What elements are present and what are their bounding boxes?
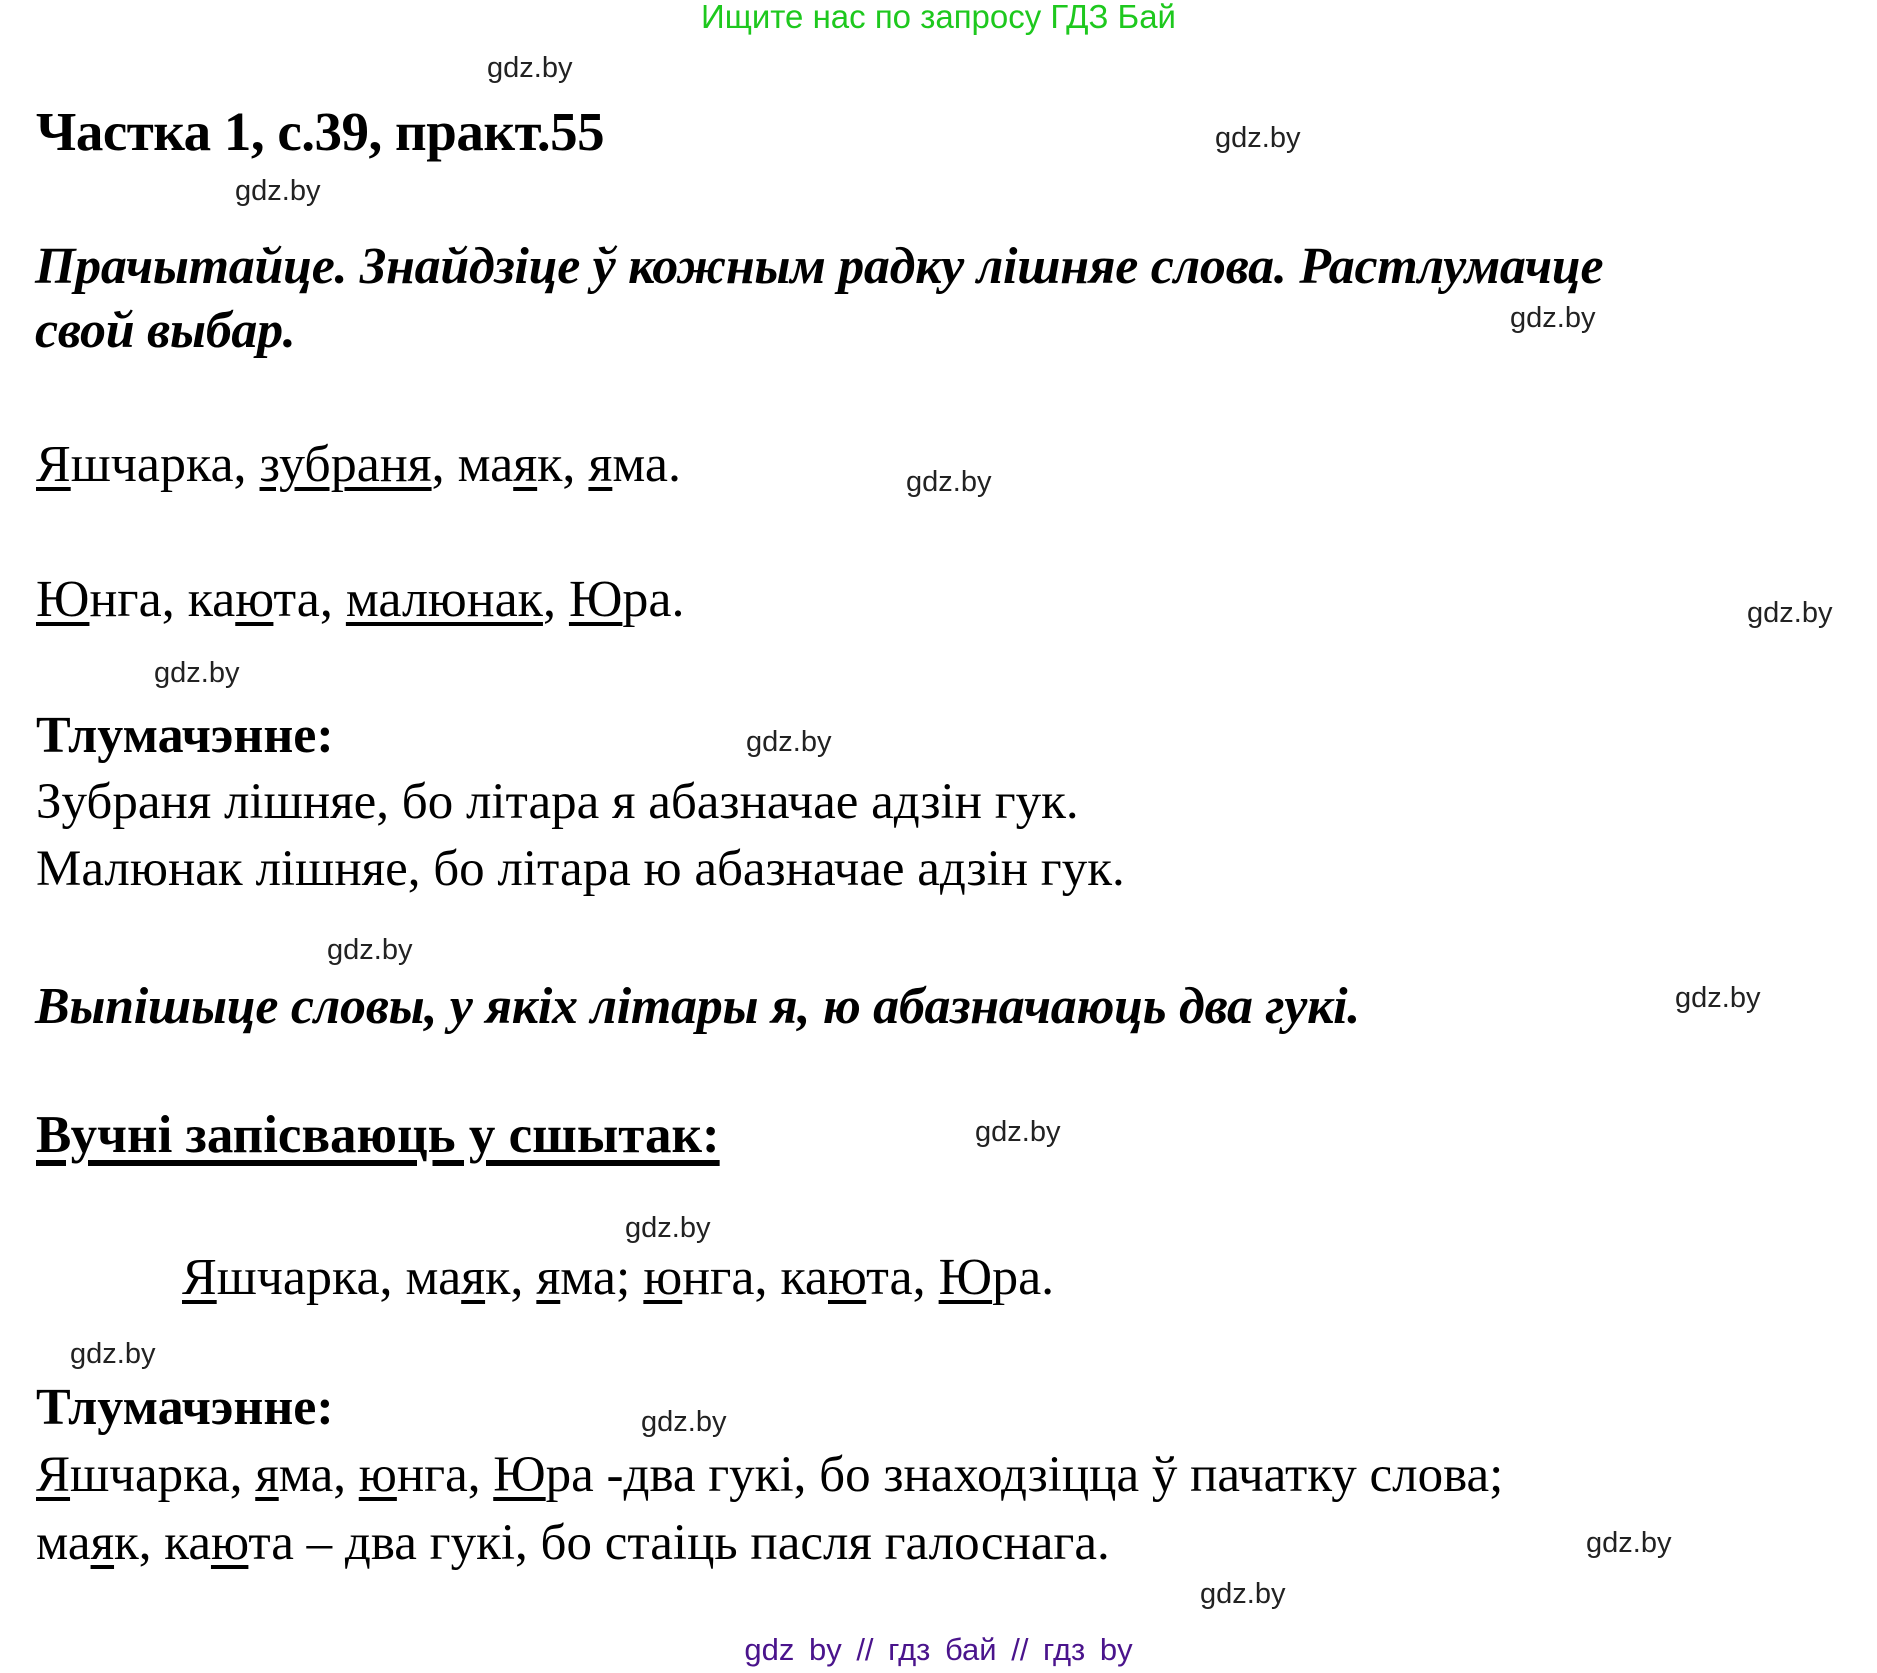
watermark: gdz.by bbox=[1675, 982, 1761, 1014]
explanation-2-line-2 bbox=[36, 1514, 1110, 1572]
text-segment: ма bbox=[36, 1515, 91, 1571]
underlined-letter: Ю bbox=[568, 571, 623, 628]
watermark: gdz.by bbox=[975, 1116, 1061, 1148]
explanation-2-line-1 bbox=[36, 1446, 1503, 1504]
watermark: gdz.by bbox=[1215, 122, 1301, 154]
underlined-letter: Ю bbox=[493, 1447, 546, 1503]
word-row-1 bbox=[36, 435, 681, 494]
text-segment: нга, ка bbox=[89, 571, 236, 628]
text-segment: та – два гукі, бо стаіць пасля галоснага. bbox=[248, 1515, 1110, 1571]
word-row-2 bbox=[36, 570, 684, 629]
watermark: gdz.by bbox=[1586, 1527, 1672, 1559]
notebook-answer bbox=[182, 1248, 1054, 1307]
underlined-letter: Я bbox=[36, 1447, 71, 1503]
underlined-letter: ю bbox=[235, 571, 274, 628]
underlined-letter: Ю bbox=[938, 1249, 993, 1306]
underlined-letter: ю bbox=[643, 1249, 683, 1306]
text-segment: ра -два гукі, бо знаходзіцца ў пачатку слова; bbox=[545, 1447, 1504, 1503]
underlined-letter: Я bbox=[182, 1249, 217, 1306]
text-segment: нга, bbox=[396, 1447, 494, 1503]
watermark: gdz.by bbox=[906, 466, 992, 498]
text-segment: ма, bbox=[278, 1447, 359, 1503]
task1-instruction-line2: свой выбар. bbox=[35, 302, 296, 359]
watermark: gdz.by bbox=[746, 726, 832, 758]
watermark: gdz.by bbox=[641, 1406, 727, 1438]
underlined-letter: зубраня bbox=[259, 436, 432, 493]
watermark: gdz.by bbox=[1510, 302, 1596, 334]
text-segment: ра. bbox=[622, 571, 685, 628]
text-segment: ма; bbox=[560, 1249, 644, 1306]
footer-links: gdz by // гдз бай // гдз by bbox=[744, 1632, 1133, 1667]
text-segment: , bbox=[542, 571, 569, 628]
underlined-letter: Ю bbox=[36, 571, 90, 628]
watermark: gdz.by bbox=[70, 1338, 156, 1370]
underlined-letter: ю bbox=[210, 1515, 249, 1571]
explanation-1-line-2: Малюнак лішняе, бо літара ю абазначае адзін гук. bbox=[36, 841, 1125, 897]
underlined-letter: я bbox=[536, 1249, 561, 1306]
text-segment: ра. bbox=[992, 1249, 1055, 1306]
underlined-letter: я bbox=[588, 436, 613, 493]
text-segment: шчарка, bbox=[70, 436, 260, 493]
text-segment: та, bbox=[866, 1249, 939, 1306]
task1-instruction-line1: Прачытайце. Знайдзіце ў кожным радку лішняе слова. Растлумачце bbox=[35, 238, 1604, 295]
watermark: gdz.by bbox=[625, 1212, 711, 1244]
text-segment: , ма bbox=[431, 436, 514, 493]
text-segment: к, ка bbox=[114, 1515, 211, 1571]
underlined-letter: Я bbox=[36, 436, 71, 493]
underlined-letter: малюнак bbox=[345, 571, 543, 628]
text-segment: шчарка, ма bbox=[216, 1249, 462, 1306]
watermark: gdz.by bbox=[327, 934, 413, 966]
notebook-heading: Вучні запісваюць у сшытак: bbox=[36, 1106, 720, 1164]
explanation-label-1: Тлумачэнне: bbox=[36, 707, 334, 764]
text-segment: к, bbox=[537, 436, 589, 493]
page-title: Частка 1, с.39, практ.55 bbox=[36, 101, 605, 162]
underlined-letter: ю bbox=[828, 1249, 867, 1306]
underlined-letter: ю bbox=[358, 1447, 397, 1503]
underlined-letter: я bbox=[513, 436, 538, 493]
watermark: gdz.by bbox=[487, 52, 573, 84]
underlined-letter: я bbox=[255, 1447, 279, 1503]
watermark: gdz.by bbox=[1200, 1578, 1286, 1610]
underlined-letter: я bbox=[461, 1249, 486, 1306]
task1-instruction bbox=[35, 235, 1603, 363]
watermark: gdz.by bbox=[1747, 597, 1833, 629]
text-segment: та, bbox=[273, 571, 346, 628]
explanation-label-2: Тлумачэнне: bbox=[36, 1379, 334, 1436]
text-segment: шчарка, bbox=[70, 1447, 256, 1503]
text-segment: ма. bbox=[612, 436, 681, 493]
explanation-1-line-1: Зубраня лішняе, бо літара я абазначае адзін гук. bbox=[36, 774, 1079, 830]
watermark: gdz.by bbox=[154, 657, 240, 689]
text-segment: нга, ка bbox=[682, 1249, 828, 1306]
search-hint-banner: Ищите нас по запросу ГДЗ Бай bbox=[701, 0, 1176, 35]
watermark: gdz.by bbox=[235, 175, 321, 207]
task2-instruction: Выпішыце словы, у якіх літары я, ю абазначаюць два гукі. bbox=[35, 978, 1360, 1035]
text-segment: к, bbox=[485, 1249, 537, 1306]
underlined-letter: я bbox=[90, 1515, 115, 1571]
